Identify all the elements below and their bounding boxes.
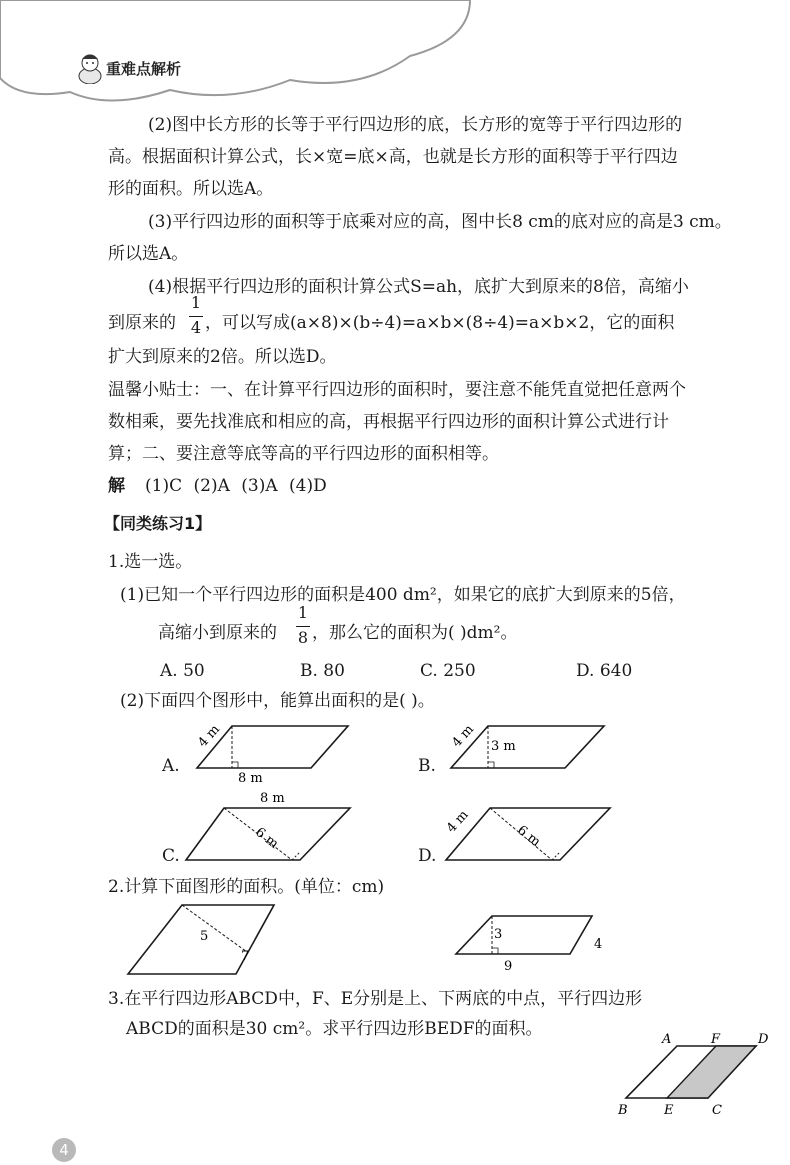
fraction-bar xyxy=(189,316,203,317)
fig-d-side-label: 4 m xyxy=(443,807,472,836)
fig-b-parallelogram xyxy=(444,722,614,776)
analysis-p2-line2: 高。根据面积计算公式，长×宽=底×高，也就是长方形的面积等于平行四边 xyxy=(108,147,678,167)
fig-c-top-label: 8 m xyxy=(260,791,285,806)
q2-fig2-base: 9 xyxy=(504,959,513,974)
q1-1-option-c: C. 250 xyxy=(420,661,476,681)
q1-1-line2-start: 高缩小到原来的 xyxy=(158,623,277,643)
q2-fig2-height: 3 xyxy=(494,927,503,942)
q1-1-option-a: A. 50 xyxy=(160,661,205,681)
fig-a-base-label: 8 m xyxy=(238,771,263,784)
q1-1-line1: (1)已知一个平行四边形的面积是400 dm²，如果它的底扩大到原来的5倍， xyxy=(120,585,686,605)
q2-fig2-side: 4 xyxy=(594,937,603,952)
q1-1-option-b: B. 80 xyxy=(300,661,345,681)
fig-c-parallelogram xyxy=(180,788,360,866)
q1-1-line2-end: ，那么它的面积为( )dm²。 xyxy=(312,623,518,643)
fig-c-label: C. xyxy=(162,846,180,866)
answer-text: (1)C (2)A (3)A (4)D xyxy=(145,476,327,496)
tip-line2: 数相乘，要先找准底和相应的高，再根据平行四边形的面积计算公式进行计 xyxy=(108,412,669,432)
analysis-p3-line1: (3)平行四边形的面积等于底乘对应的高，图中长8 cm的底对应的高是3 cm。 xyxy=(148,212,732,232)
fig-d-parallelogram xyxy=(440,800,620,866)
q2-figure-2 xyxy=(452,912,612,974)
q3-point-f: F xyxy=(711,1032,721,1047)
q3-point-d: D xyxy=(758,1032,769,1047)
q3-point-c: C xyxy=(712,1103,722,1118)
fig-d-diag-label: 6 m xyxy=(514,822,544,850)
analysis-p4-line2-end: ，可以写成(a×8)×(b÷4)=a×b×(8÷4)=a×b×2，它的面积 xyxy=(205,313,675,333)
fraction-numerator: 1 xyxy=(190,293,202,312)
q3-point-a: A xyxy=(662,1032,672,1047)
q2-figure-1 xyxy=(124,902,284,978)
analysis-p4-line1: (4)根据平行四边形的面积计算公式S=ah，底扩大到原来的8倍，高缩小 xyxy=(148,277,689,297)
q2-text: 2.计算下面图形的面积。(单位：cm) xyxy=(108,877,385,897)
q3-point-e: E xyxy=(664,1103,674,1118)
fig-c-diag-label: 6 m xyxy=(252,824,282,852)
header-cloud-decoration xyxy=(0,0,790,110)
q3-point-b: B xyxy=(618,1103,628,1118)
tip-line1: 温馨小贴士：一、在计算平行四边形的面积时，要注意不能凭直觉把任意两个 xyxy=(108,380,686,400)
fig-b-label: B. xyxy=(418,756,436,776)
fig-b-side-label: 4 m xyxy=(449,722,477,751)
analysis-p4-line3: 扩大到原来的2倍。所以选D。 xyxy=(108,347,337,367)
q1-fraction-bar xyxy=(296,626,310,627)
analysis-p4-line2-start: 到原来的 xyxy=(108,313,176,333)
section-title: 重难点解析 xyxy=(106,60,182,78)
mascot-icon xyxy=(76,48,104,84)
analysis-p2-line1: (2)图中长方形的长等于平行四边形的底，长方形的宽等于平行四边形的 xyxy=(148,115,683,135)
q1-fraction-denominator: 8 xyxy=(297,628,309,647)
tip-line3: 算；二、要注意等底等高的平行四边形的面积相等。 xyxy=(108,444,499,464)
fig-a-parallelogram xyxy=(190,722,360,784)
q2-fig1-side: 7 xyxy=(241,949,250,964)
fig-b-height-label: 3 m xyxy=(491,739,516,754)
q3-line2: ABCD的面积是30 cm²。求平行四边形BEDF的面积。 xyxy=(126,1019,543,1039)
q2-fig1-height: 5 xyxy=(200,929,209,944)
fraction-denominator: 4 xyxy=(190,318,202,337)
q1-title: 1.选一选。 xyxy=(108,552,193,572)
q1-fraction-numerator: 1 xyxy=(297,603,309,622)
q3-figure xyxy=(614,1030,774,1122)
q1-2-text: (2)下面四个图形中，能算出面积的是( )。 xyxy=(120,691,435,711)
analysis-p3-line2: 所以选A。 xyxy=(108,244,189,264)
q1-1-option-d: D. 640 xyxy=(576,661,633,681)
fig-d-label: D. xyxy=(418,846,437,866)
fig-a-side-label: 4 m xyxy=(195,722,223,751)
answer-label: 解 xyxy=(108,476,125,496)
analysis-p2-line3: 形的面积。所以选A。 xyxy=(108,179,274,199)
fig-a-label: A. xyxy=(162,756,180,776)
q3-line1: 3.在平行四边形ABCD中，F、E分别是上、下两底的中点，平行四边形 xyxy=(108,989,643,1009)
page-number: 4 xyxy=(52,1138,76,1162)
practice-heading: 【同类练习1】 xyxy=(104,514,212,533)
